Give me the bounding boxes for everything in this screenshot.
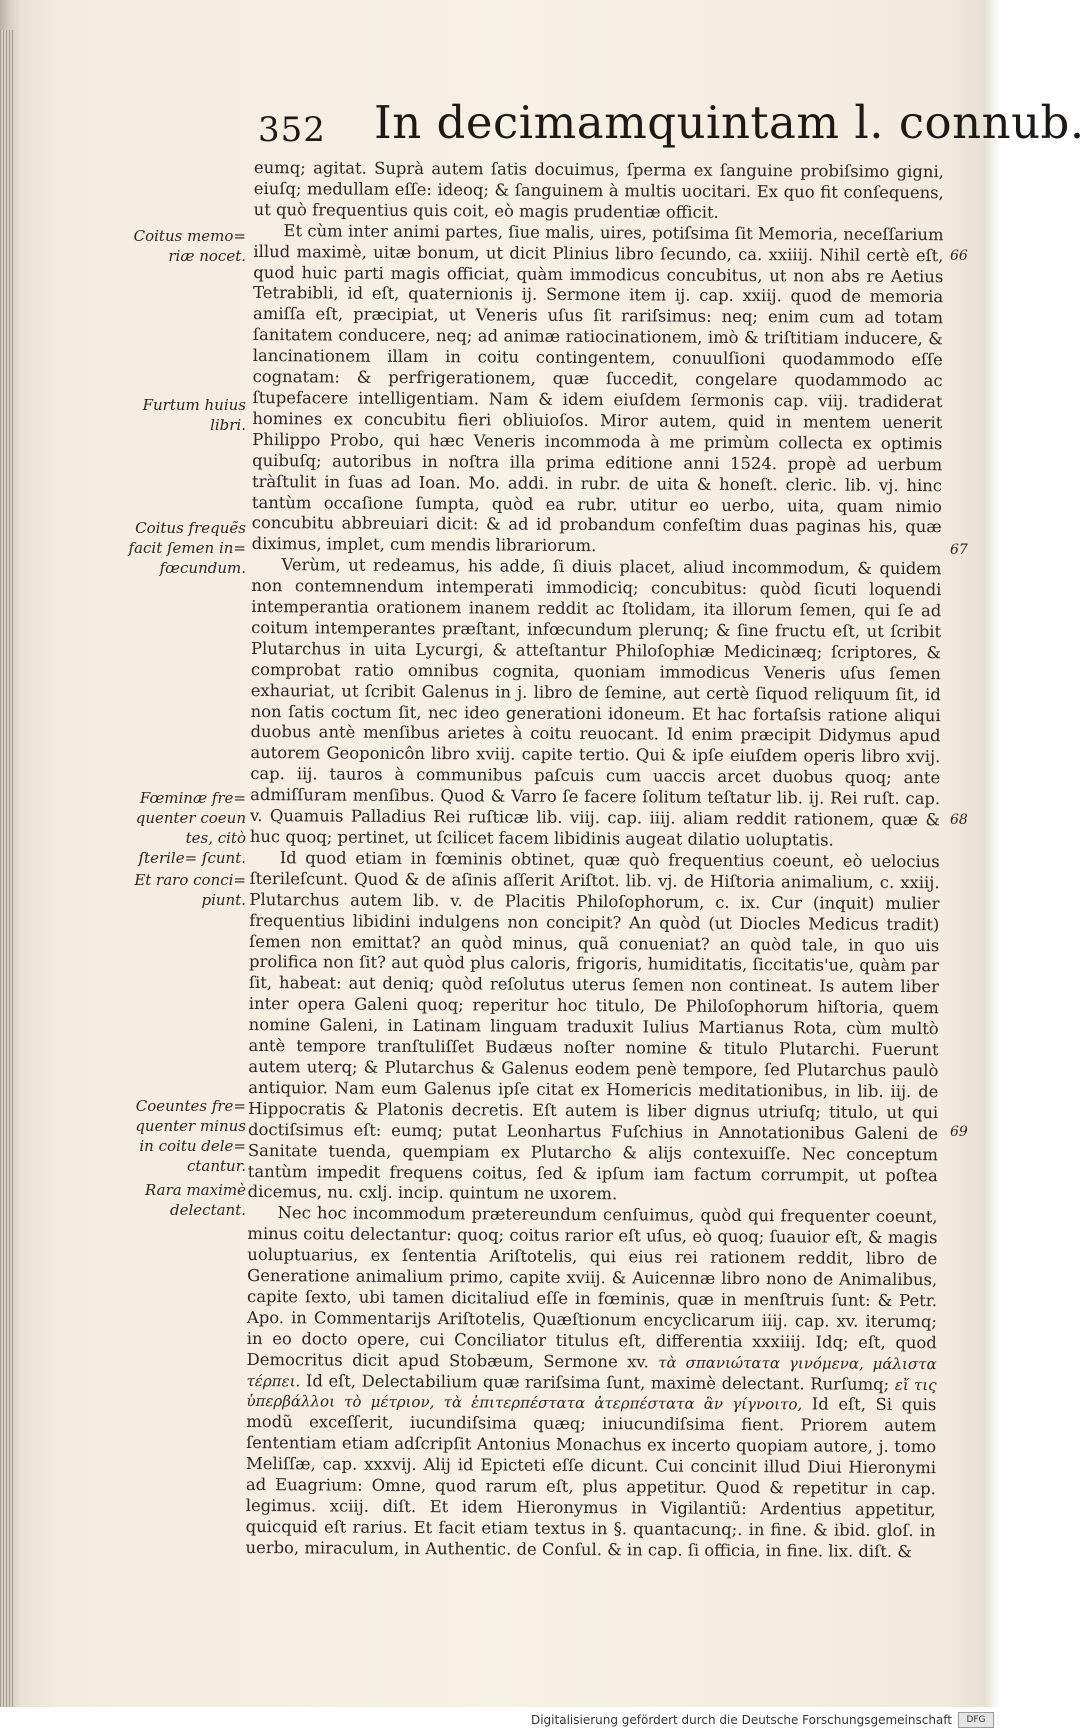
paragraph xyxy=(245,1203,937,1563)
paragraph-text: Id eſt, Delectabilium quæ rariſsima ſunt, maximè delectant. Rurſumq; xyxy=(305,1370,890,1394)
dfg-logo: DFG xyxy=(958,1712,994,1728)
greek-quote: τὰ σπανιώτατα γινόμενα, μάλιστα τέρπει. xyxy=(246,1353,937,1390)
paragraph: Verùm, ut redeamus, his adde, ſi diuis placet, aliud incommodum, & quidem non contemnendum intemperati immodiciq; concubitus: quòd ſicuti loquendi intemperantia orationem inanem reddit ac ſtolidam, ita illorum ſemen, qui ſe ad coitum intemperantes præſtant, infœcundum plerunq; & ſine fructu eſt, ut ſcribit Plutarchus in uita Lycurgi, & atteſtantur Philoſophiæ Medicinæq; ſcriptores, & comprobat ratio omnibus cognita, quoniam immodicus Veneris uſus ſemen exhauriat, ut ſcribit Galenus in j. libro de ſemine, aut certè ſiquod reliquum ſit, id non ſatis coctum ſit, nec ideo generationi idoneum. Et hac fortaſsis ratione aliqui duobus antè menſibus arietes à coitu reuocant. Id enim præcipit Didymus apud autorem Geoponicôn libro xviij. capite tertio. Qui & ipſe eiuſdem operis libro xvij. cap. iij. tauros à communibus paſcuis cum uaccis arcet duobus quoq; ante admiſſuram menſibus. Quod & Varro ſe facere ſolitum teſtatur lib. ij. Rei ruſt. cap. v. Quamuis Palladius Rei ruſticæ lib. viij. cap. iiij. aliam reddit rationem, quæ & huc quoq; pertinet, ut ſcilicet facem libidinis augeat dilatio uoluptatis. xyxy=(249,555,942,850)
margin-note: Furtum huius libri. xyxy=(142,396,246,434)
section-number: 66 xyxy=(950,248,968,264)
paragraph-text: Nec hoc incommodum prætereundum cenſuimus, quòd qui frequenter coeunt, minus coitu delectantur: quoq; coitus rarior eſt uſus, eò quoq; ſuauior eſt, & magis uoluptuarius, ex ſententia Ariſtotelis, qui eius rei rationem reddit, libro de Generatione animalium primo, capite xviij. & Auicennæ libro nono de Animalibus, capite ſexto, ubi tamen dicitaliud eſſe in fœminis, quæ in menſtruis ſunt: & Petr. Apo. in Commentarijs Ariſtotelis, Quæſtionum encyclicarum iiij. cap. xv. iterumq; in eo docto opere, cui Conciliator titulus eſt, differentia xxxiiij. Idq; eſt, quod Democritus dicit apud Stobæum, Sermone xv. xyxy=(246,1203,938,1372)
section-number: 67 xyxy=(950,542,968,558)
body-text xyxy=(245,158,944,1572)
margin-note: Et raro conci= piunt. xyxy=(134,871,246,909)
digitization-credit: Digitalisierung gefördert durch die Deutsche Forschungsgemeinschaft xyxy=(530,1713,952,1727)
page-number: 352 xyxy=(258,110,326,150)
running-header xyxy=(258,92,1085,152)
paragraph: eumq; agitat. Suprà autem ſatis docuimus, ſperma ex ſanguine probiſsimo gigni, eiuſq; medullam eſſe: ideoq; & ſanguinem à multis uocitari. Ex quo fit conſequens, ut quò frequentius quis coit, eò magis prudentiæ officit. xyxy=(253,158,944,222)
section-number: 69 xyxy=(950,1124,968,1140)
greek-quote: εἴ τις ὑπερβάλλοι τὸ μέτριον, τὰ ἐπιτερπέστατα ἀτερπέστατα ἂν γίγνοιτο, xyxy=(246,1375,937,1414)
paragraph-text: Id eſt, Si quis modũ exceſſerit, iucundiſsima quæq; iniucundiſsima fient. Priorem autem ſententiam etiam adſcripſit Antonius Monachus ex incerto quopiam autore, j. tomo Meliſſæ, cap. xxxvij. Alij id Epicteti eſſe dicunt. Cui concinit illud Diui Hieronymi ad Euagrium: Omne, quod rarum eſt, plus appetitur. Quod & repetitur in cap. legimus. xciij. diſt. Et idem Hieronymus in Vigilantiũ: Ardentius appetitur, quicquid eſt rarius. Et facit etiam textus in §. quantacunq;. in fine. & ibid. gloſ. in uerbo, miraculum, in Authentic. de Conſul. & in cap. ſi officia, in fine. lix. diſt. & xyxy=(245,1394,937,1561)
section-number: 68 xyxy=(950,812,968,828)
margin-note: Coitus memo= riæ nocet. xyxy=(133,227,246,265)
running-title: In decimamquintam l. connub. xyxy=(374,96,1085,149)
margin-note: Coeuntes fre= quenter minus in coitu dele= ctantur. xyxy=(135,1097,246,1175)
paragraph: Et cùm inter animi partes, ſiue malis, uires, potiſsima ſit Memoria, neceſſarium illud maximè, uitæ bonum, ut dicit Plinius libro ſecundo, ca. xxiiij. Nihil certè eſt, quod huic parti magis officiat, quàm immodicus concubitus, ut non abs re Aetius Tetrabibli, id eſt, quaternionis ij. Sermone item ij. cap. xxiij. quod de memoria amiſſa eſt, præcipiat, ut Veneris uſus ſit rariſsimus: neq; enim cum ad totam ſanitatem conducere, neq; ad animæ ratiocinationem, imò & triſtitiam inducere, & lancinationem illam in coitu contingentem, conuulſioni quodammodo eſſe cognatam: & perfrigerationem, quæ ſuccedit, congelare quodammodo ac ſtupefacere intelligentiam. Nam & idem eiuſdem ſermonis cap. viij. tradiderat homines ex concubitu fieri obliuioſos. Miror autem, quid in mentem uenerit Philippo Probo, qui hæc Veneris incommoda à me primùm collecta ex optimis quibuſq; autoribus in noſtra illa prima editione anni 1524. propè ad uerbum tràſtulit in ſuas ad Ioan. Mo. addi. in rubr. de uita & honeſt. cleric. lib. vj. hinc tantùm occaſione ſumpta, quòd ea rubr. utitur eo uerbo, uita, quam nimio concubitu abbreuiari dicit: & ad id probandum confeſtim duas paginas his, quæ diximus, implet, cum mendis librariorum. xyxy=(251,220,944,556)
margin-note: Fœminæ fre= quenter coeun tes, citò ſterile= ſcunt. xyxy=(135,789,246,867)
footer-bar xyxy=(0,1707,1000,1733)
margin-note: Rara maximè delectant. xyxy=(145,1181,246,1219)
paragraph: Id quod etiam in fœminis obtinet, quæ quò frequentius coeunt, eò uelocius ſterileſcunt. Quod & de aſinis aſſerit Ariſtot. lib. vj. de Hiſtoria animalium, c. xxiij. Plutarchus autem lib. v. de Placitis Philoſophorum, c. ix. Cur (inquit) mulier frequentius libidini indulgens non concipit? An quòd (ut Diocles Medicus tradit) ſemen non emittat? an quòd minus, quã conueniat? an quòd tale, in quo uis prolifica non ſit? aut quòd plus caloris, frigoris, humiditatis, ſiccitatis'ue, quàm par ſit, habeat: aut deniq; quòd reſolutus uterus ſemen non contineat. Is autem liber inter opera Galeni quoq; reperitur hoc titulo, De Philoſophorum hiſtoria, quem nomine Galeni, in Latinam linguam traduxit Iulius Martianus Rota, cùm multò antè tempore tranſtuliſſet Budæus noſter nomine & titulo Plutarchi. Fuerunt autem uterq; & Plutarchus & Galenus eodem penè tempore, ſed Plutarchus paulò antiquior. Nam eum Galenus ipſe citat ex Homericis meditationibus, in lib. iij. de Hippocratis & Platonis decretis. Eſt autem is liber dignus utriuſq; titulo, ut qui doctiſsimus eſt: eumq; putat Leonhartus Fuſchius in Annotationibus Galeni de Sanitate tuenda, quempiam ex Plutarcho & alijs contexuiſſe. Nec conceptum tantùm impedit frequens coitus, ſed & ipſum iam factum corrumpit, ut poſtea dicemus, nu. cxlj. incip. quintum ne uxorem. xyxy=(247,848,940,1204)
margin-note: Coitus frequẽs facit ſemen in= fœcundum. xyxy=(128,519,246,577)
page-edge xyxy=(0,30,14,1720)
